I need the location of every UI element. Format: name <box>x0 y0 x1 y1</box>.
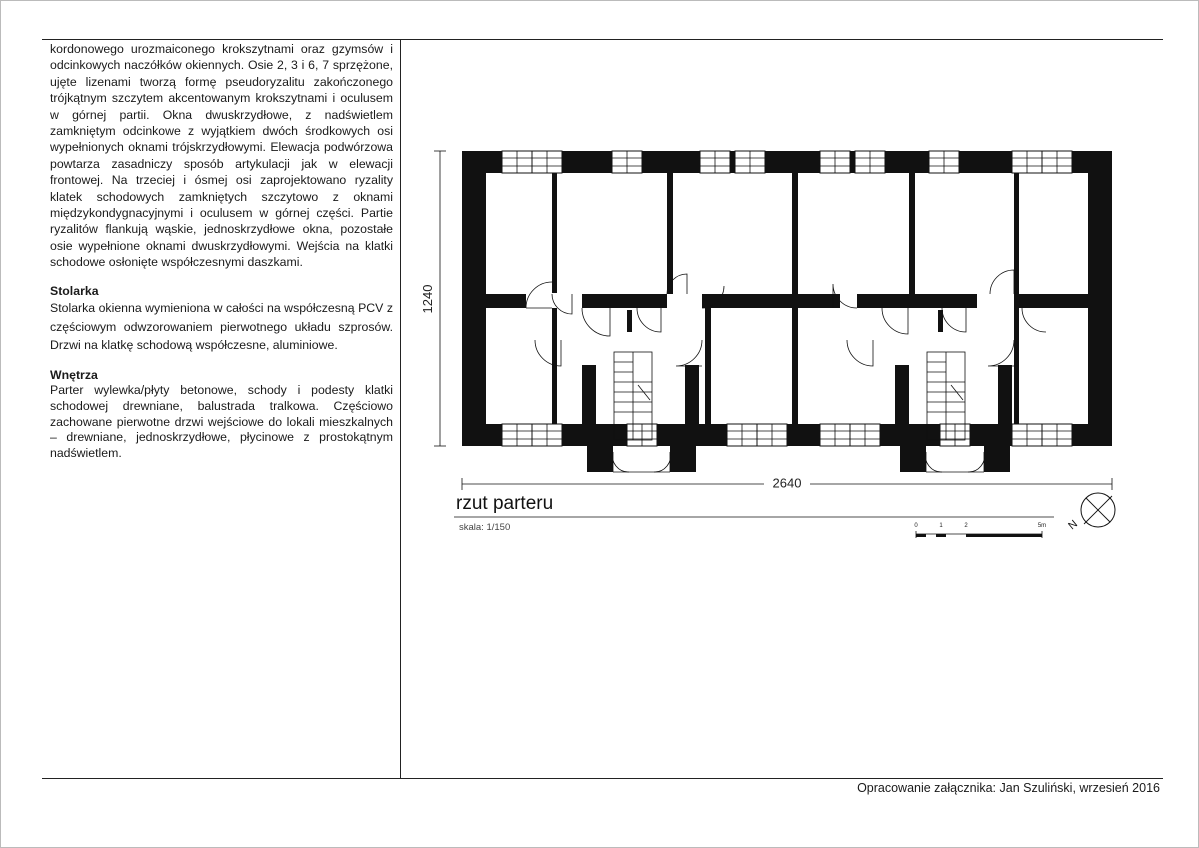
scale-bar <box>916 531 1042 538</box>
drawing-title: rzut parteru <box>456 493 554 514</box>
dimension-height <box>434 151 446 446</box>
scale-tick-1: 1 <box>939 523 943 529</box>
scale-tick-0: 0 <box>914 523 918 529</box>
north-arrow-icon <box>1081 493 1115 527</box>
entrance-doors <box>612 452 984 472</box>
stolarka-paragraph: Stolarka okienna wymieniona w całości na współczesną PCV z częściowym odwzorowaniem pierwotnego układu szprosów. Drzwi na klatkę schodową współczesne, aluminiowe. <box>50 301 393 353</box>
wnetrza-heading: Wnętrza <box>50 367 98 382</box>
dimension-width-label: 2640 <box>772 475 802 491</box>
north-label: N <box>1066 517 1081 533</box>
column-divider <box>400 39 401 778</box>
scale-tick-5: 5m <box>1037 523 1047 529</box>
scale-label: skala: 1/150 <box>459 522 511 533</box>
wnetrza-paragraph: Parter wylewka/płyty betonowe, schody i podesty klatki schodowej drewniane, balustrada tralkowa. Częściowo zachowane pierwotne drzwi wejściowe do lokali mieszkalnych – drewniane, jednoskrzydłowe, płycinowe z prostokątnym nadświetlem. <box>50 383 393 461</box>
interior-walls <box>486 173 1088 427</box>
dimension-height-label: 1240 <box>420 284 435 314</box>
door-swings <box>526 270 1046 366</box>
scale-tick-2: 2 <box>964 523 968 529</box>
intro-paragraph: kordonowego urozmaiconego krokszytnami oraz gzymsów i odcinkowych naczółków okiennych. Osie 2, 3 i 6, 7 sprzężone, ujęte lizenami tworzą formę pseudoryzalitu zakończonego trójkątnym szczytem akcentowanym krokszytnami i oculusem w górnej partii. Okna dwuskrzydłowe, z nadświetlem zamkniętym odcinkowe z wyjątkiem dwóch środkowych osi wypełnionych oknami trójskrzydłowymi. Elewacja podwórzowa powtarza zasadniczy sposób artykulacji jak w elewacji frontowej. Na trzeciej i ósmej osi zaprojektowano ryzality klatek schodowych zamkniętych szczytowo z oknami międzykondygnacyjnymi i oculusem w górnej części. Partie ryzalitów flankują wąskie, jednoskrzydłowe okna, pozostałe osie wypełnione oknami dwuskrzydłowymi. Wejścia na klatki schodowe osłonięte współczesnymi daszkami. <box>50 42 393 270</box>
stolarka-heading: Stolarka <box>50 283 99 298</box>
description-column <box>50 41 393 462</box>
floor-plan-drawing <box>402 40 1162 560</box>
footer-credit: Opracowanie załącznika: Jan Szuliński, wrzesień 2016 <box>857 781 1160 795</box>
